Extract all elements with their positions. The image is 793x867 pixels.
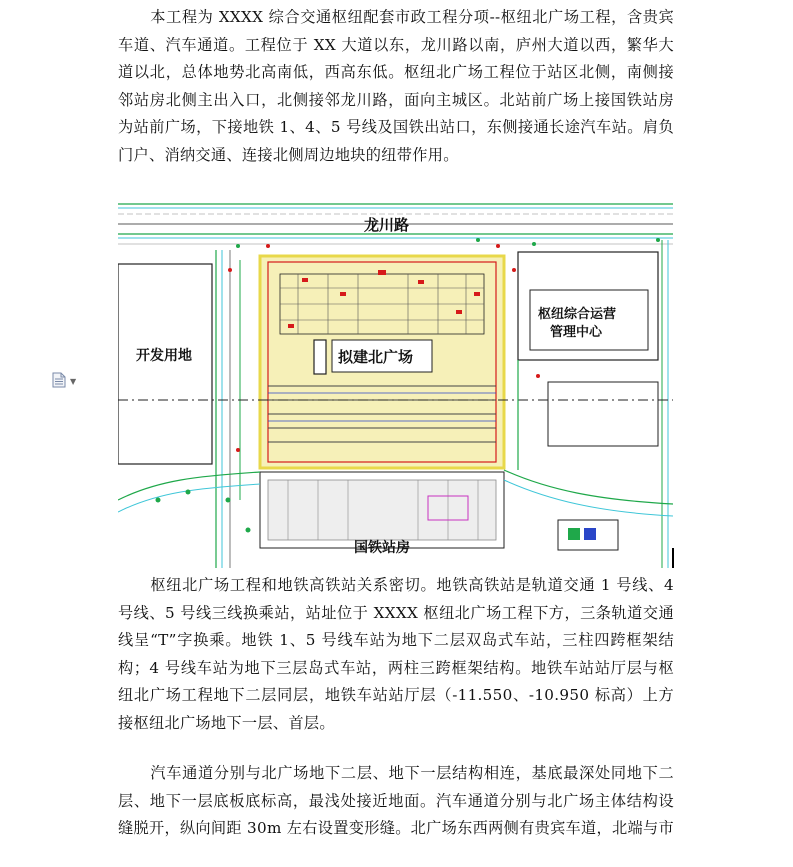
text-cursor bbox=[672, 548, 674, 568]
paragraph-2: 枢纽北广场工程和地铁高铁站关系密切。地铁高铁站是轨道交通 1 号线、4 号线、5 号线三线换乘站，站址位于 XXXX 枢纽北广场工程下方，三条轨道交通线呈“T”字换乘。地铁 1、5 号线车站为地下二层双岛式车站，三柱四跨框架结构；4 号线车站为地下三层岛式车站，两柱三跨框架结构。地铁车站站厅层与枢纽北广场工程地下二层同层，地铁车站站厅层（-11.550、-10.950 标高）上方接枢纽北广场地下一层、首层。 bbox=[118, 576, 674, 732]
east-block-label-1: 枢纽综合运营 bbox=[538, 307, 617, 322]
south-station-label: 国铁站房 bbox=[354, 540, 410, 556]
paragraph-3: 汽车通道分别与北广场地下二层、地下一层结构相连，基底最深处同地下二层、地下一层底板底标高，最浅处接近地面。汽车通道分别与北广场主体结构设缝脱开，纵向间距 30m 左右设置变形缝。北广场东西两侧有贵宾车道，北端与市 bbox=[118, 764, 674, 838]
site-plan-drawing bbox=[118, 200, 673, 568]
document-icon[interactable] bbox=[52, 372, 66, 388]
chevron-down-icon[interactable]: ▼ bbox=[70, 377, 77, 386]
east-block-label-2: 管理中心 bbox=[550, 325, 603, 340]
west-block-label: 开发用地 bbox=[136, 348, 192, 364]
road-north-label: 龙川路 bbox=[364, 216, 410, 234]
site-plan-figure bbox=[118, 200, 673, 568]
center-site-label: 拟建北广场 bbox=[338, 348, 414, 366]
paragraph-1: 本工程为 XXXX 综合交通枢纽配套市政工程分项--枢纽北广场工程，含贵宾车道、汽车通道。工程位于 XX 大道以东，龙川路以南，庐州大道以西，繁华大道以北，总体地势北高南低，西高东低。枢纽北广场工程位于站区北侧，南侧接邻站房北侧主出入口，北侧接邻龙川路，面向主城区。北站前广场上接国铁站房为站前广场，下接地铁 1、4、5 号线及国铁出站口，东侧接通长途汽车站。肩负门户、消纳交通、连接北侧周边地块的纽带作用。 bbox=[118, 8, 674, 164]
